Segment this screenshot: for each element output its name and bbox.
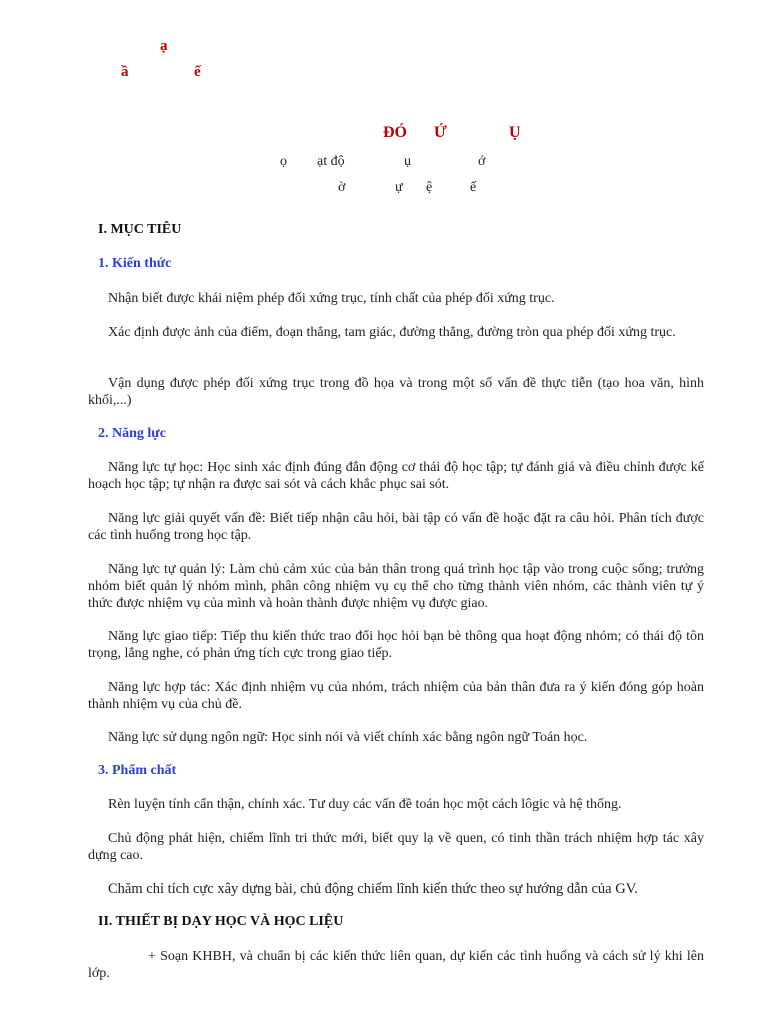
- title-fragment-1: ĐÓ: [383, 124, 407, 141]
- quality-paragraph-3: Chăm chỉ tích cực xây dựng bài, chủ động chiếm lĩnh kiến thức theo sự hướng dẫn của GV.: [108, 881, 638, 897]
- subtitle-fragment-2: ạt độ: [317, 154, 345, 169]
- title-fragment-2: Ứ: [434, 124, 447, 141]
- quality-paragraph-2: Chủ động phát hiện, chiếm lĩnh tri thức mới, biết quy lạ về quen, có tinh thần trách nhiệm hợp tác xây dựng cao.: [88, 831, 704, 863]
- subtitle-fragment-4: ớ: [478, 154, 486, 169]
- quality-heading: 3. Phẩm chất: [98, 763, 177, 778]
- subtitle-fragment-8: ế: [470, 180, 477, 195]
- header-fragment-3: ế: [194, 64, 201, 80]
- competence-paragraph-4: Năng lực giao tiếp: Tiếp thu kiến thức trao đổi học hỏi bạn bè thông qua hoạt động nhóm; có thái độ tôn trọng, lắng nghe, có phản ứng tích cực trong giao tiếp.: [88, 629, 704, 661]
- knowledge-paragraph-1: Nhận biết được khái niệm phép đối xứng trục, tính chất của phép đối xứng trục.: [108, 291, 555, 306]
- knowledge-paragraph-2: Xác định được ảnh của điểm, đoạn thẳng, tam giác, đường thẳng, đường tròn qua phép đối xứng trục.: [108, 325, 676, 340]
- quality-paragraph-1: Rèn luyện tính cẩn thận, chính xác. Tư duy các vấn đề toán học một cách lôgic và hệ thống.: [108, 797, 622, 812]
- header-fragment-2: ầ: [121, 64, 129, 80]
- knowledge-heading: 1. Kiến thức: [98, 256, 172, 271]
- knowledge-paragraph-3: Vận dụng được phép đối xứng trục trong đồ họa và trong một số vấn đề thực tiễn (tạo hoa văn, hình khối,...): [88, 376, 704, 408]
- section-1-heading: I. MỤC TIÊU: [98, 222, 182, 237]
- competence-paragraph-5: Năng lực hợp tác: Xác định nhiệm vụ của nhóm, trách nhiệm của bản thân đưa ra ý kiến đóng góp hoàn thành nhiệm vụ của chủ đề.: [88, 680, 704, 712]
- title-fragment-3: Ụ: [509, 124, 521, 141]
- subtitle-fragment-5: ờ: [338, 180, 346, 195]
- subtitle-fragment-1: ọ: [280, 154, 287, 169]
- competence-paragraph-1: Năng lực tự học: Học sinh xác định đúng đắn động cơ thái độ học tập; tự đánh giá và điều chỉnh được kế hoạch học tập; tự nhận ra được sai sót và cách khắc phục sai sót.: [88, 460, 704, 492]
- subtitle-fragment-6: ự: [395, 180, 403, 195]
- section-2-heading: II. THIẾT BỊ DẠY HỌC VÀ HỌC LIỆU: [98, 914, 344, 929]
- header-fragment-1: ạ: [160, 38, 168, 54]
- competence-paragraph-2: Năng lực giải quyết vấn đề: Biết tiếp nhận câu hỏi, bài tập có vấn đề hoặc đặt ra câu hỏi. Phân tích được các tình huống trong học tập.: [88, 511, 704, 543]
- subtitle-fragment-3: ụ: [404, 154, 411, 169]
- section-2-paragraph-1: + Soạn KHBH, và chuẩn bị các kiến thức liên quan, dự kiến các tình huống và cách sử lý khi lên lớp.: [88, 949, 704, 981]
- competence-paragraph-3: Năng lực tự quản lý: Làm chủ cảm xúc của bản thân trong quá trình học tập vào trong cuộc sống; trưởng nhóm biết quản lý nhóm mình, phân công nhiệm vụ cụ thể cho từng thành viên nhóm, các thành viên tự ý thức được nhiệm vụ của mình và hoàn thành được nhiệm vụ được giao.: [88, 562, 704, 611]
- subtitle-fragment-7: ệ: [426, 180, 433, 195]
- competence-paragraph-6: Năng lực sử dụng ngôn ngữ: Học sinh nói và viết chính xác bằng ngôn ngữ Toán học.: [108, 730, 588, 745]
- competence-heading: 2. Năng lực: [98, 426, 166, 441]
